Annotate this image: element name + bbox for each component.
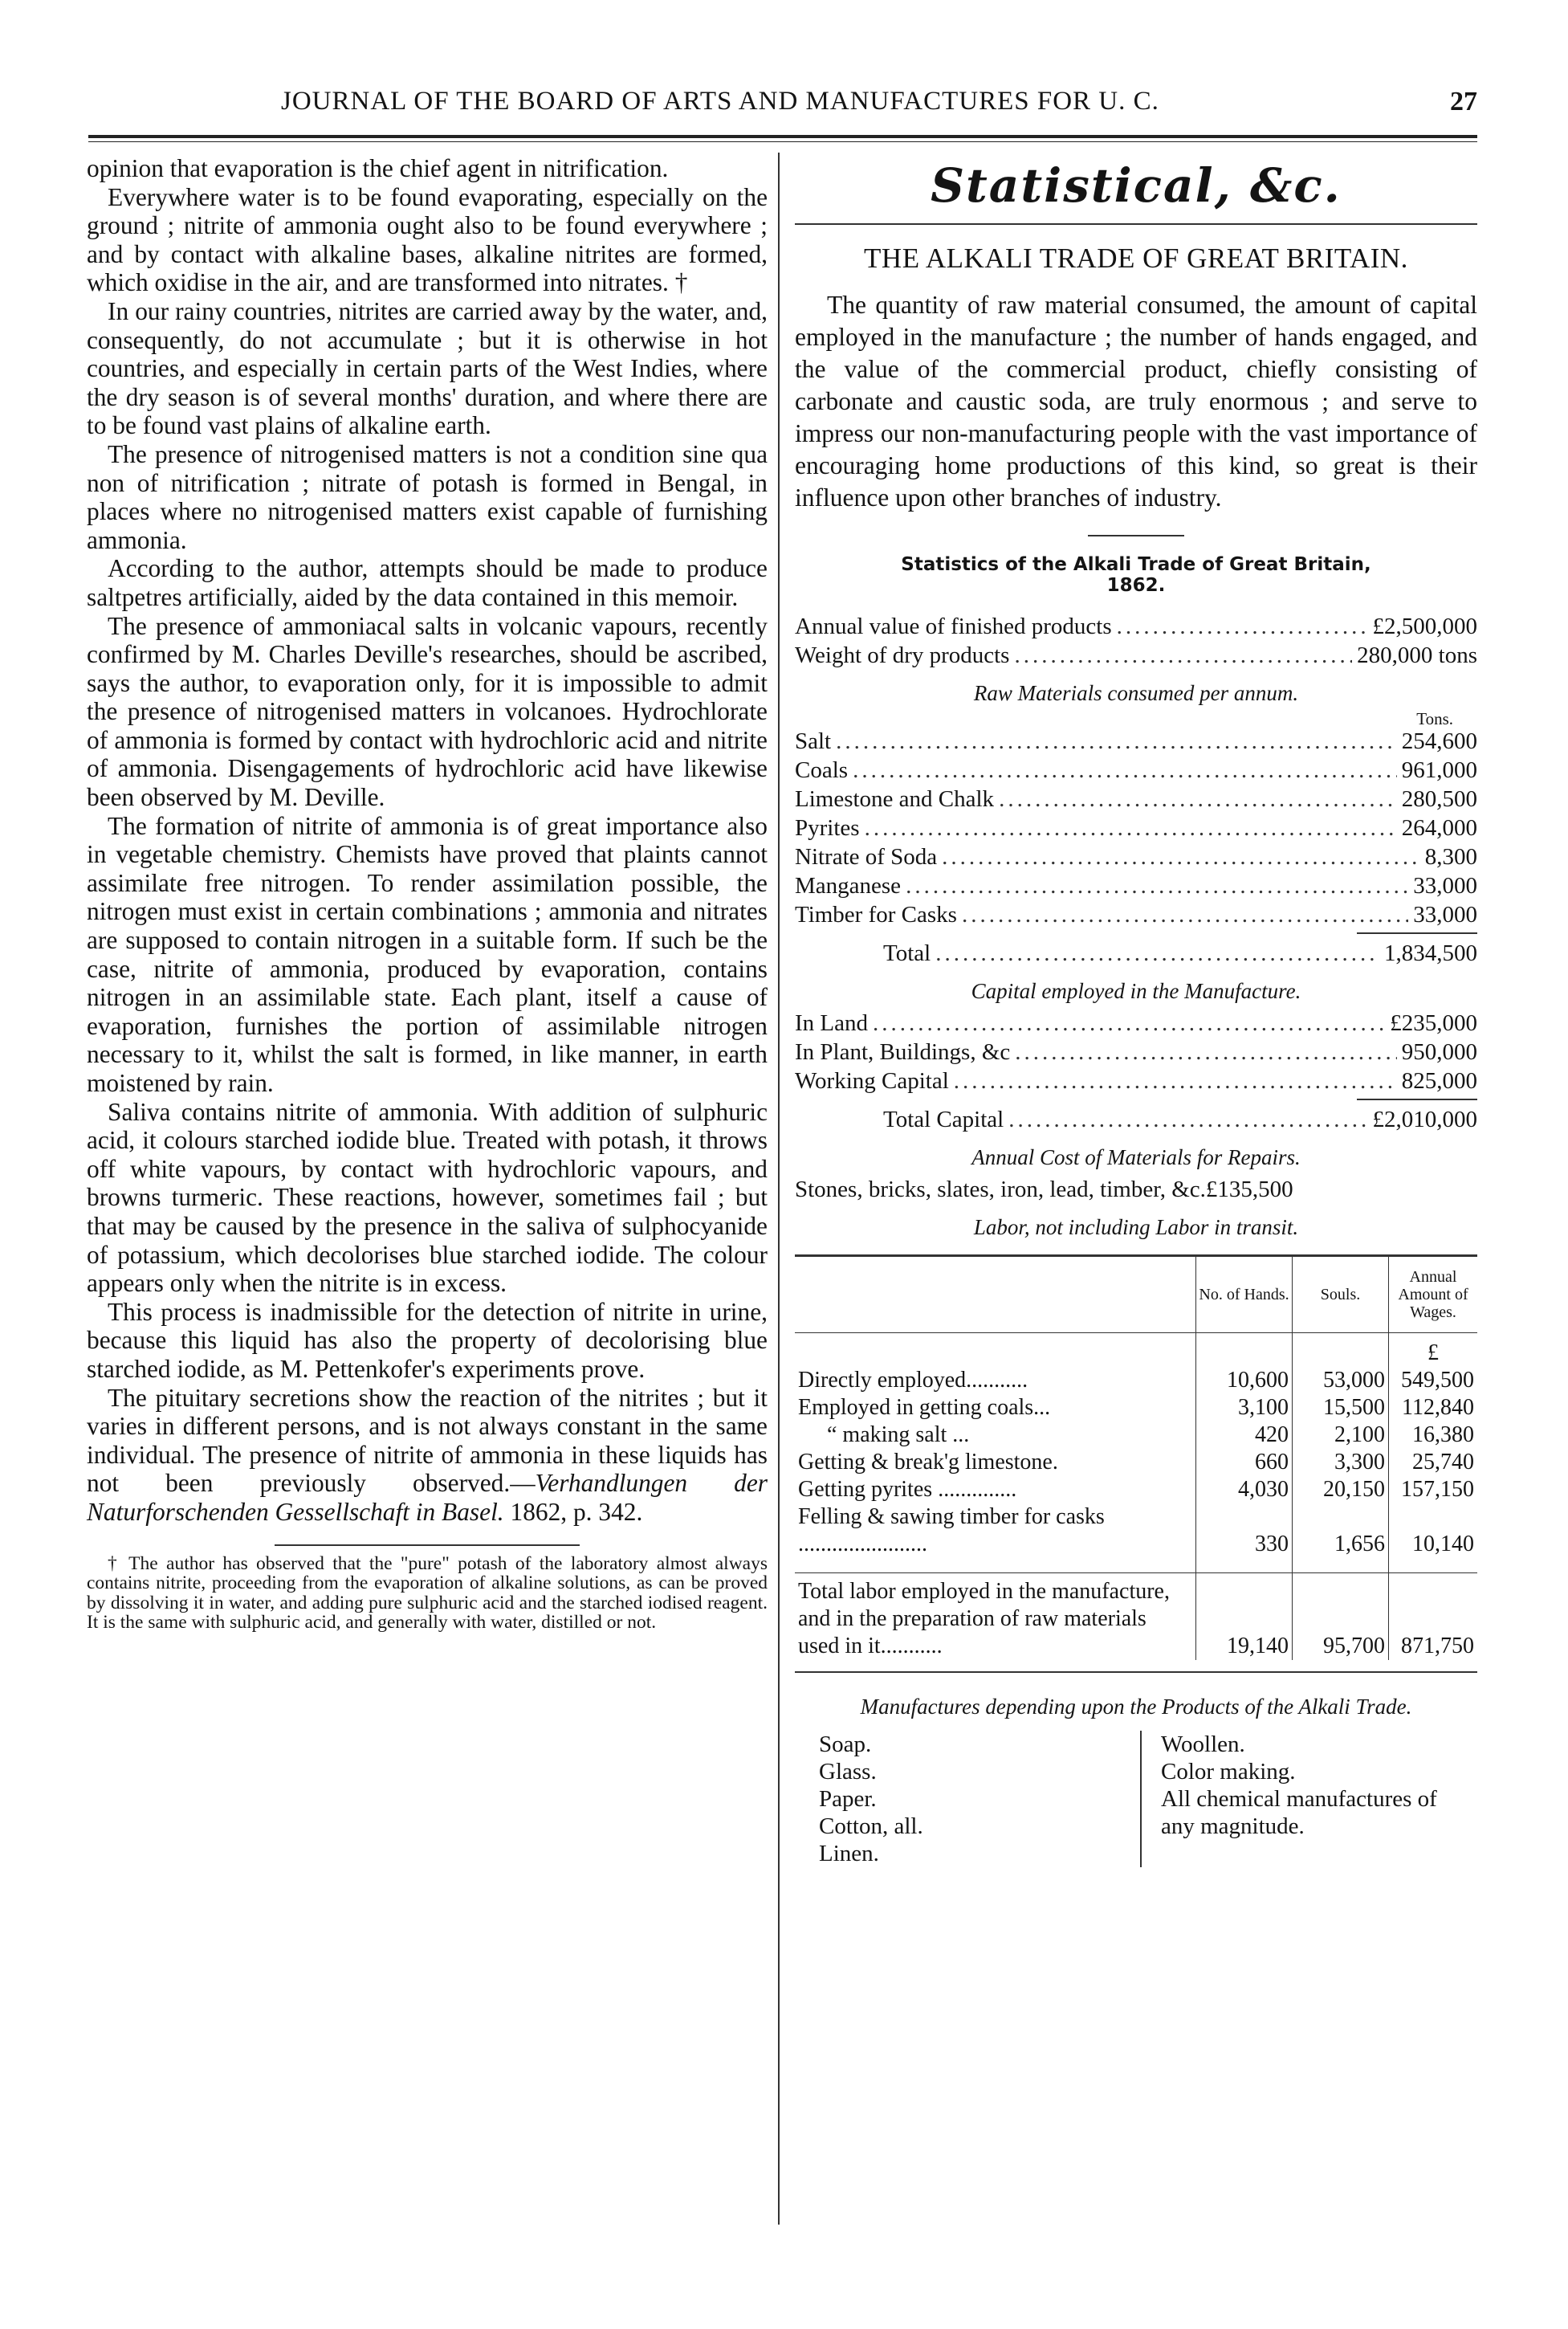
paragraph: According to the author, attempts should be made to produce saltpetres artificially, aided by the data contained in this memoir.: [87, 554, 768, 611]
left-column: [87, 154, 768, 1633]
row-souls: 1,656: [1293, 1503, 1389, 1558]
capital-label: In Land: [795, 1010, 868, 1036]
total-wages: 871,750: [1401, 1634, 1474, 1658]
leader-dots: [942, 842, 1420, 871]
currency-symbol: £: [1427, 1340, 1439, 1365]
labor-table: [795, 1254, 1477, 1660]
capital-value: 950,000: [1401, 1039, 1477, 1065]
header-rule-thin: [88, 141, 1477, 142]
column-header: Souls.: [1293, 1256, 1389, 1333]
total-label: Total Capital: [883, 1107, 1004, 1132]
header-rule: [88, 135, 1477, 138]
stat-row: [795, 612, 1477, 641]
row-wages: 25,740: [1412, 1450, 1474, 1474]
column-divider: [778, 153, 780, 2225]
paragraph: This process is inadmissible for the detection of nitrite in urine, because this liquid has also the property of decolorising blue starched iodide, as M. Pettenkofer's experiments prove.: [87, 1297, 768, 1383]
leader-dots: [1008, 1105, 1367, 1134]
row-hands: 420: [1196, 1421, 1293, 1449]
capital-row: [795, 1009, 1477, 1038]
capital-value: £235,000: [1390, 1010, 1477, 1036]
section-heading: Statistical, &c.: [931, 158, 1342, 213]
row-desc: Getting & break'g limestone.: [795, 1449, 1196, 1476]
list-item: Soap.: [819, 1731, 872, 1757]
material-label: Nitrate of Soda: [795, 844, 938, 870]
currency-row: [795, 1333, 1477, 1368]
leader-dots: [873, 1009, 1385, 1038]
material-value: 254,600: [1401, 728, 1477, 754]
labor-caption: Labor, not including Labor in transit.: [973, 1215, 1299, 1239]
list-item: Glass.: [819, 1759, 877, 1784]
stats-caption-line: Statistics of the Alkali Trade of Great Britain,: [901, 554, 1371, 575]
short-rule: [1088, 535, 1184, 536]
total-value: £2,010,000: [1372, 1107, 1477, 1132]
leader-dots: [1117, 612, 1368, 641]
material-value: 8,300: [1424, 844, 1477, 870]
list-item: Woollen.: [1161, 1731, 1245, 1757]
total-souls: 95,700: [1293, 1573, 1389, 1661]
section-rule: [795, 223, 1477, 225]
leader-dots: [999, 785, 1397, 814]
material-label: Salt: [795, 728, 832, 754]
manufactures-right-list: [1140, 1731, 1450, 1867]
paragraph: The pituitary secretions show the reaction of the nitrites ; but it varies in different persons, and is not always constant in the same individual. The presence of nitrite of ammonia in these liquids has not been previously observed.—: [87, 1383, 768, 1498]
capital-label: In Plant, Buildings, &c: [795, 1039, 1011, 1065]
table-row: [795, 1421, 1477, 1449]
total-value: 1,834,500: [1384, 940, 1477, 966]
leader-dots: [865, 814, 1397, 842]
leader-dots: [935, 939, 1379, 968]
raw-material-row: [795, 785, 1477, 814]
table-row: [795, 1394, 1477, 1421]
manufactures-caption: Manufactures depending upon the Products of the Alkali Trade.: [860, 1695, 1412, 1719]
row-wages: 10,140: [1412, 1532, 1474, 1556]
capital-row: [795, 1038, 1477, 1067]
material-value: 33,000: [1413, 902, 1477, 928]
row-hands: 3,100: [1196, 1394, 1293, 1421]
table-row: [795, 1476, 1477, 1503]
leader-dots: [853, 756, 1397, 785]
stats-caption-year: 1862.: [1106, 575, 1166, 596]
raw-total-row: [795, 939, 1477, 968]
raw-material-row: [795, 756, 1477, 785]
sum-rule: [1357, 932, 1477, 934]
table-row: [795, 1503, 1477, 1558]
right-column: [795, 154, 1477, 1867]
paragraph: The formation of nitrite of ammonia is of great importance also in vegetable chemistry. Chemists have proved that plaints cannot assimilate free nitrogen. To render assimilation possible, the nitrogen must exist in certain combinations ; ammonia and nitrates are supposed to contain nitrogen in a suitable form. If such be the case, nitrite of ammonia, produced by evaporation, contains nitrogen in an assimilable state. Each plant, itself a cause of evaporation, furnishes the portion of assimilable nitrogen necessary to it, whilst the salt is formed, in like manner, in earth moistened by rain.: [87, 811, 768, 1097]
column-header: [795, 1256, 1196, 1333]
row-wages: 549,500: [1401, 1368, 1474, 1393]
citation-source: Verhandlungen der Naturforschenden Gessellschaft in Basel.: [87, 1469, 768, 1526]
table-bottom-rule: [795, 1671, 1477, 1673]
total-label: Total: [883, 940, 931, 966]
tons-header: Tons.: [1416, 709, 1453, 728]
page-number: 27: [1450, 87, 1477, 116]
leader-dots: [1014, 641, 1352, 670]
row-wages: 16,380: [1412, 1422, 1474, 1447]
table-spacer: [795, 1558, 1477, 1573]
table-row: [795, 1449, 1477, 1476]
material-value: 33,000: [1413, 873, 1477, 899]
table-header-row: [795, 1256, 1477, 1333]
material-label: Limestone and Chalk: [795, 786, 995, 812]
paragraph: Everywhere water is to be found evaporating, especially on the ground ; nitrite of ammonia ought also to be found everywhere ; and by contact with alkaline bases, alkaline nitrites are formed, which oxidise in the air, and are transformed into nitrates. †: [87, 182, 768, 297]
row-desc: Employed in getting coals...: [795, 1394, 1196, 1421]
material-label: Coals: [795, 757, 849, 783]
row-souls: 53,000: [1293, 1367, 1389, 1394]
raw-material-row: [795, 814, 1477, 842]
table-row: [795, 1367, 1477, 1394]
stat-label: Annual value of finished products: [795, 614, 1112, 639]
stat-label: Weight of dry products: [795, 642, 1010, 668]
footnote-rule: [275, 1544, 580, 1546]
row-desc: Felling & sawing timber for casks .......................: [795, 1503, 1196, 1558]
leader-dots: [836, 727, 1397, 756]
column-header: Annual Amount of Wages.: [1389, 1256, 1478, 1333]
row-wages: 157,150: [1401, 1477, 1474, 1502]
row-hands: 10,600: [1196, 1367, 1293, 1394]
list-item: Linen.: [819, 1841, 879, 1866]
row-hands: 4,030: [1196, 1476, 1293, 1503]
repairs-line: Stones, bricks, slates, iron, lead, timber, &c.£135,500: [795, 1177, 1293, 1202]
material-label: Timber for Casks: [795, 902, 957, 928]
paragraph: In our rainy countries, nitrites are carried away by the water, and, consequently, do not accumulate ; but it is otherwise in hot countries, and especially in certain parts of the West Indies, where the dry season is of several months' duration, and where there are to be found vast plains of alkaline earth.: [87, 296, 768, 440]
material-value: 264,000: [1401, 815, 1477, 841]
list-item: All chemical manufactures of any magnitude.: [1161, 1786, 1437, 1839]
row-souls: 3,300: [1293, 1449, 1389, 1476]
stat-value: £2,500,000: [1372, 614, 1477, 639]
raw-material-row: [795, 900, 1477, 929]
capital-caption: Capital employed in the Manufacture.: [971, 979, 1301, 1003]
column-header: No. of Hands.: [1196, 1256, 1293, 1333]
paragraph-with-citation: [87, 1384, 768, 1527]
raw-material-row: [795, 727, 1477, 756]
row-desc: Directly employed...........: [795, 1367, 1196, 1394]
row-desc: “ making salt ...: [795, 1421, 1196, 1449]
leader-dots: [954, 1067, 1397, 1095]
paragraph: The presence of ammoniacal salts in volcanic vapours, recently confirmed by M. Charles Deville's researches, should be ascribed, says the author, to evaporation only, for it is impossible to admit the presence of nitrogenised matters in volcanoes. Hydrochlorate of ammonia is formed by contact with hydrochloric acid and nitrite of ammonia. Disengagements of hydrochloric acid have likewise been observed by M. Deville.: [87, 611, 768, 812]
capital-list: [795, 1009, 1477, 1095]
leader-dots: [906, 871, 1408, 900]
capital-value: 825,000: [1401, 1068, 1477, 1094]
article-intro: The quantity of raw material consumed, the amount of capital employed in the manufacture ; the number of hands engaged, and the value of the commercial product, chiefly consisting of carbonate and caustic soda, are truly enormous ; and serve to impress our non-manufacturing people with the vast importance of encouraging home productions of this kind, so great is their influence upon other branches of industry.: [795, 291, 1477, 512]
row-desc: Getting pyrites ..............: [795, 1476, 1196, 1503]
raw-material-row: [795, 871, 1477, 900]
table-total-row: [795, 1573, 1477, 1661]
paragraph: Saliva contains nitrite of ammonia. With addition of sulphuric acid, it colours starched iodide blue. Treated with potash, it throws off white vapours, by contact with hydrochloric vapours, and browns turmeric. These reactions, however, sometimes fail ; but that may be caused by the presence in the saliva of sulphocyanide of potassium, which decolorises blue starched iodide. The colour appears only when the nitrite is in excess.: [87, 1097, 768, 1298]
list-item: Paper.: [819, 1786, 877, 1812]
repairs-caption: Annual Cost of Materials for Repairs.: [971, 1145, 1301, 1169]
running-head: [88, 87, 1477, 127]
list-item: Color making.: [1161, 1759, 1296, 1784]
stat-row: [795, 641, 1477, 670]
footnote: † The author has observed that the "pure" potash of the laboratory almost always contains nitrite, proceeding from the evaporation of alkaline solutions, as can be proved by dissolving it in water, and adding pure sulphuric acid and the starched iodised reagent. It is the same with sulphuric acid, and generally with water, distilled or not.: [87, 1552, 768, 1633]
stat-value: 280,000 tons: [1357, 642, 1477, 668]
total-hands: 19,140: [1196, 1573, 1293, 1661]
paragraph: opinion that evaporation is the chief agent in nitrification.: [87, 154, 669, 182]
capital-label: Working Capital: [795, 1068, 949, 1094]
material-label: Pyrites: [795, 815, 860, 841]
leader-dots: [1015, 1038, 1397, 1067]
material-value: 280,500: [1401, 786, 1477, 812]
row-wages: 112,840: [1402, 1395, 1474, 1420]
row-hands: 660: [1196, 1449, 1293, 1476]
journal-title: JOURNAL OF THE BOARD OF ARTS AND MANUFACTURES FOR U. C.: [281, 87, 1159, 116]
material-label: Manganese: [795, 873, 902, 899]
material-value: 961,000: [1401, 757, 1477, 783]
manufactures-left-list: [819, 1731, 1140, 1867]
manufactures-lists: [819, 1731, 1477, 1867]
raw-material-row: [795, 842, 1477, 871]
raw-materials-caption: Raw Materials consumed per annum.: [973, 681, 1299, 705]
raw-materials-list: [795, 727, 1477, 929]
row-souls: 15,500: [1293, 1394, 1389, 1421]
leader-dots: [962, 900, 1408, 929]
row-souls: 2,100: [1293, 1421, 1389, 1449]
article-title: THE ALKALI TRADE OF GREAT BRITAIN.: [864, 243, 1408, 274]
capital-row: [795, 1067, 1477, 1095]
row-souls: 20,150: [1293, 1476, 1389, 1503]
list-item: Cotton, all.: [819, 1813, 923, 1839]
capital-total-row: [795, 1105, 1477, 1134]
row-hands: 330: [1196, 1503, 1293, 1558]
paragraph: The presence of nitrogenised matters is not a condition sine qua non of nitrification ; nitrate of potash is formed in Bengal, in places where no nitrogenised matters exist capable of furnishing ammonia.: [87, 439, 768, 554]
stats-caption: [795, 554, 1477, 596]
citation-year-page: 1862, p. 342.: [510, 1497, 643, 1526]
total-desc: Total labor employed in the manufacture, and in the preparation of raw materials used in it...........: [795, 1573, 1196, 1661]
sum-rule: [1357, 1099, 1477, 1100]
